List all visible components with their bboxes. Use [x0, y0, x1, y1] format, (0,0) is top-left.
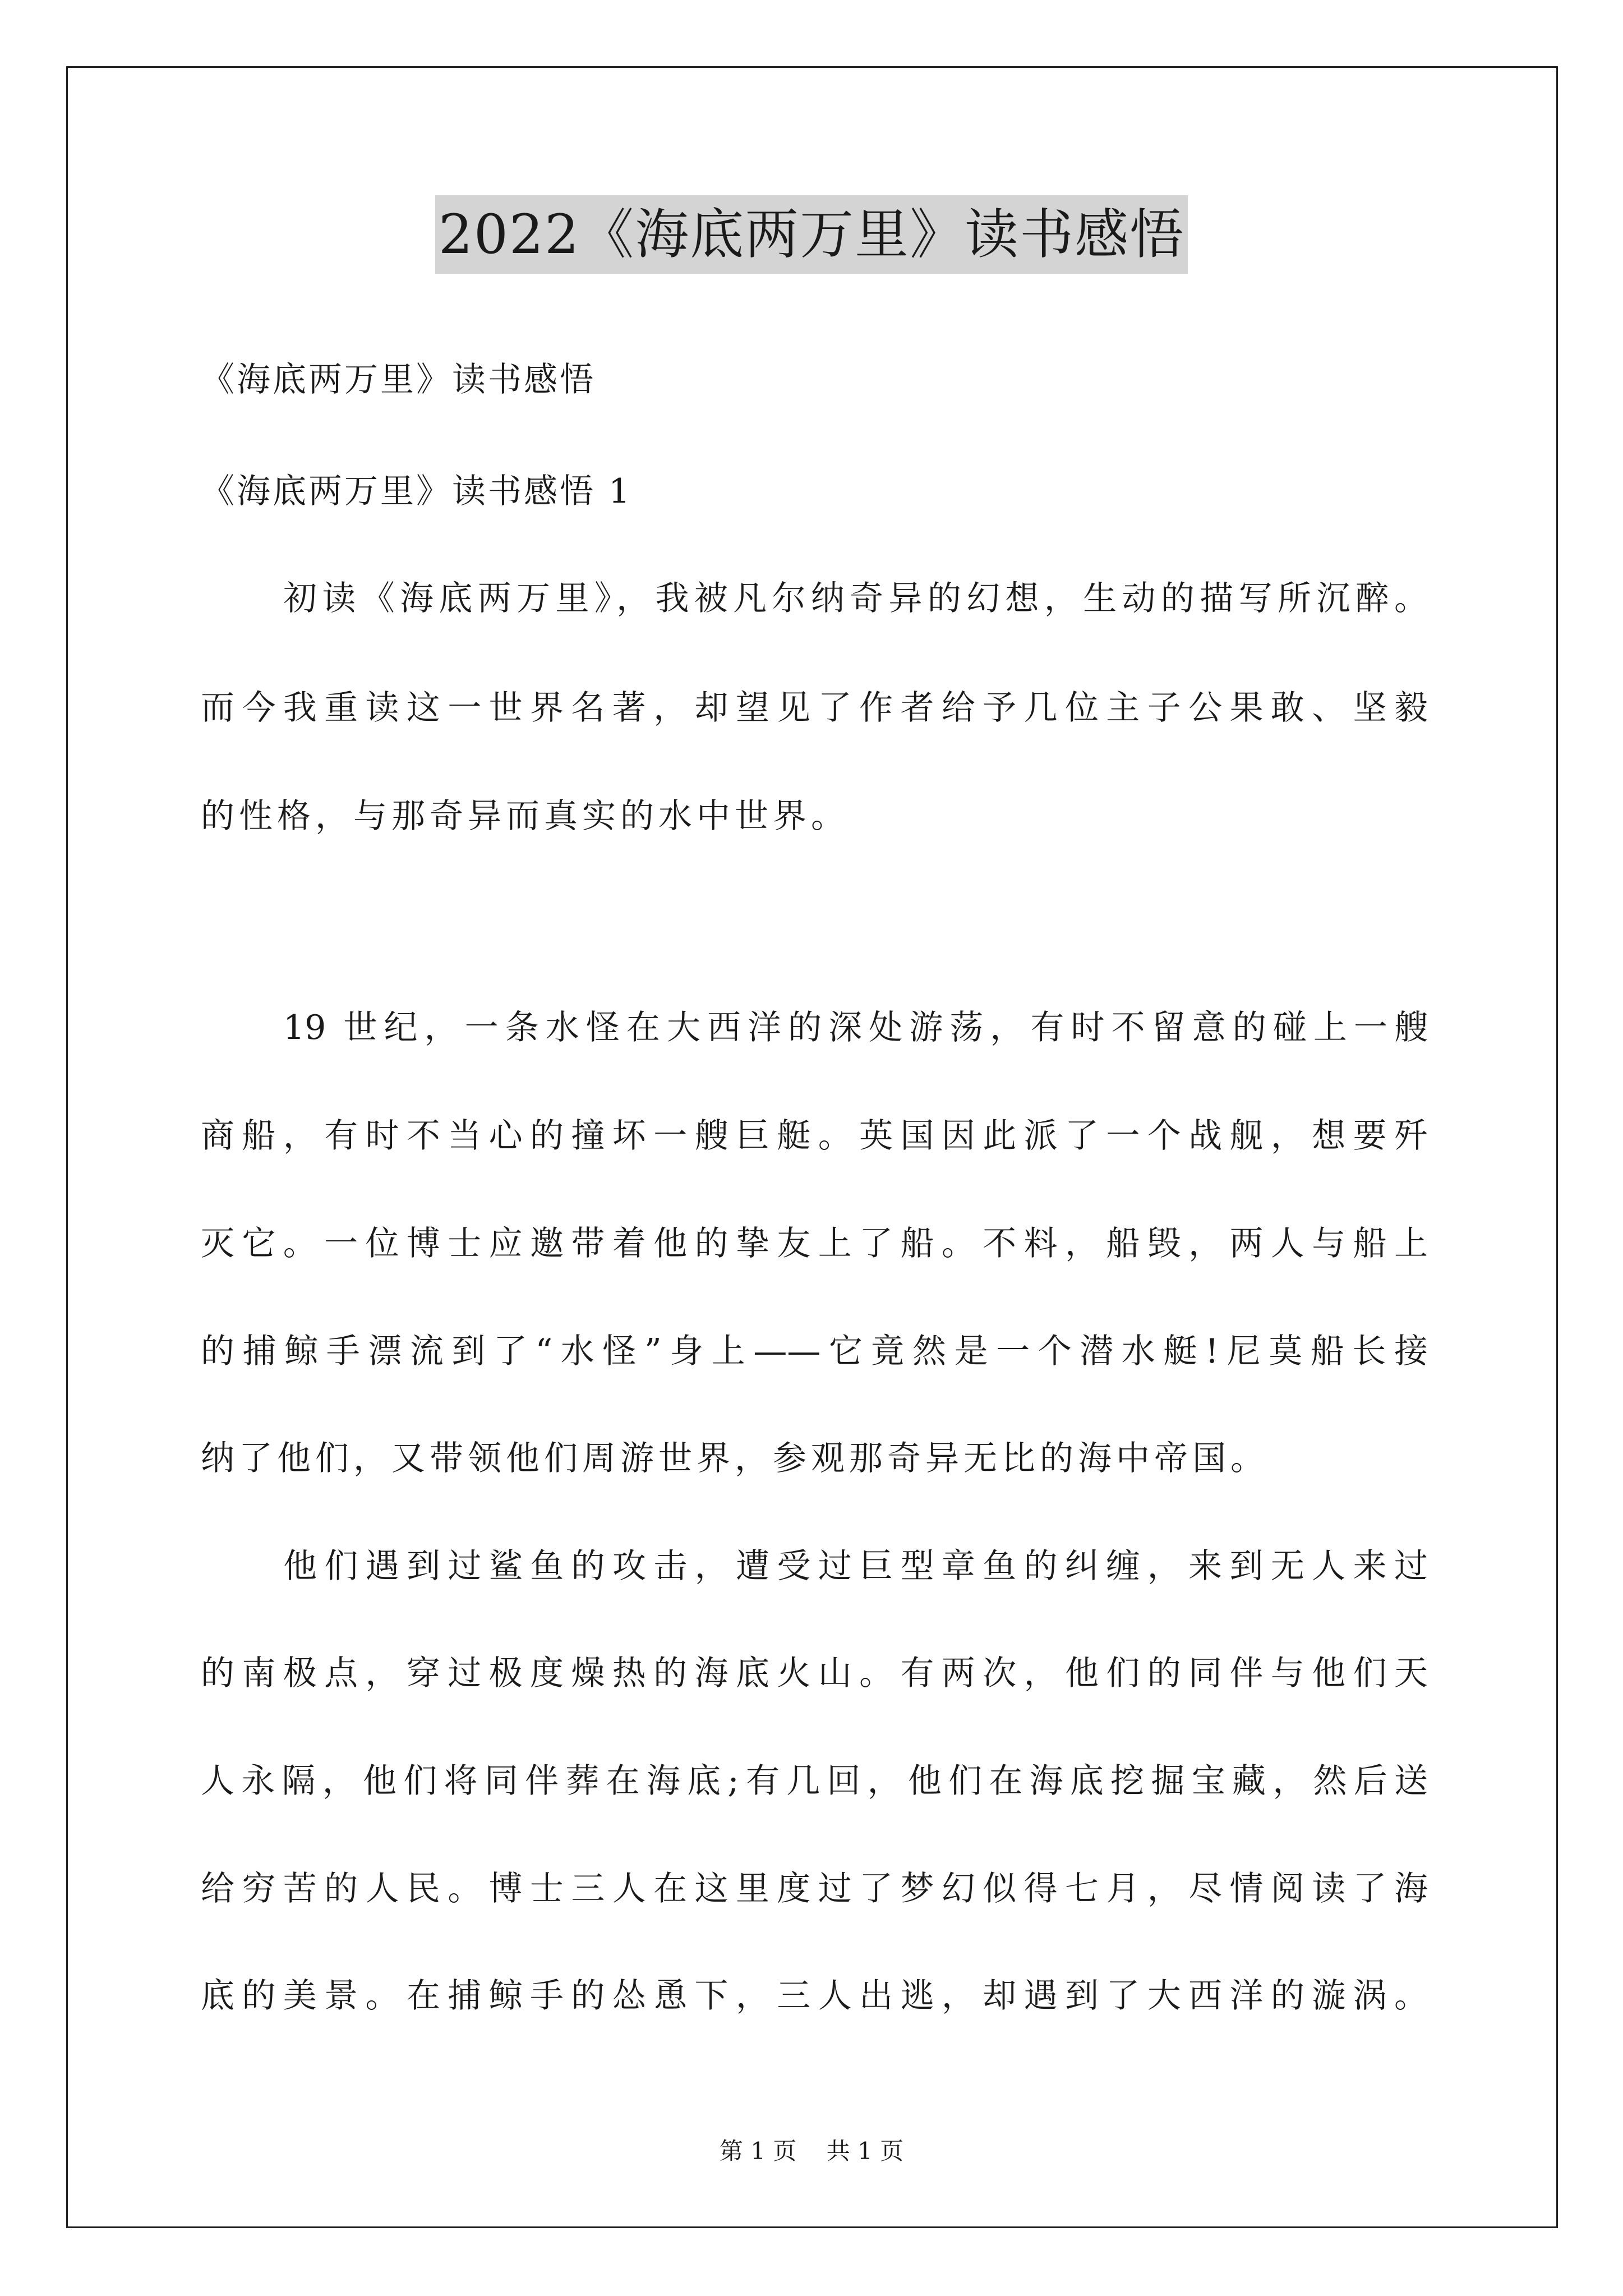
paragraph-3-line-1: 他们遇到过鲨鱼的攻击，遭受过巨型章鱼的纠缠，来到无人来过	[283, 1547, 1428, 1586]
paragraph-3-line-5: 底的美景。在捕鲸手的怂恿下，三人出逃，却遇到了大西洋的漩涡。	[201, 1976, 1428, 2016]
subheading-1: 《海底两万里》读书感悟	[201, 360, 596, 399]
page-footer: 第 1 页 共 1 页	[719, 2137, 904, 2165]
paragraph-2-line-1: 19 世纪，一条水怪在大西洋的深处游荡，有时不留意的碰上一艘	[283, 1008, 1428, 1047]
subheading-2: 《海底两万里》读书感悟 1	[201, 472, 633, 511]
paragraph-1-line-1: 初读《海底两万里》，我被凡尔纳奇异的幻想，生动的描写所沉醉。	[283, 579, 1428, 618]
document-title: 2022《海底两万里》读书感悟	[435, 195, 1188, 274]
title-container	[0, 195, 1623, 274]
paragraph-2-line-3: 灭它。一位博士应邀带着他的挚友上了船。不料，船毁，两人与船上	[201, 1224, 1428, 1263]
paragraph-2-line-5: 纳了他们，又带领他们周游世界，参观那奇异无比的海中帝国。	[201, 1439, 1269, 1478]
paragraph-2-line-2: 商船，有时不当心的撞坏一艘巨艇。英国因此派了一个战舰，想要歼	[201, 1116, 1428, 1156]
paragraph-1-line-2: 而今我重读这一世界名著，却望见了作者给予几位主子公果敢、坚毅	[201, 688, 1428, 728]
paragraph-2-line-4: 的捕鲸手漂流到了“水怪”身上——它竟然是一个潜水艇!尼莫船长接	[201, 1332, 1428, 1371]
paragraph-3-line-2: 的南极点，穿过极度燥热的海底火山。有两次，他们的同伴与他们天	[201, 1654, 1428, 1693]
paragraph-1-line-3: 的性格，与那奇异而真实的水中世界。	[201, 797, 849, 836]
paragraph-3-line-4: 给穷苦的人民。博士三人在这里度过了梦幻似得七月，尽情阅读了海	[201, 1869, 1428, 1908]
paragraph-3-line-3: 人永隔，他们将同伴葬在海底;有几回，他们在海底挖掘宝藏，然后送	[201, 1761, 1428, 1801]
